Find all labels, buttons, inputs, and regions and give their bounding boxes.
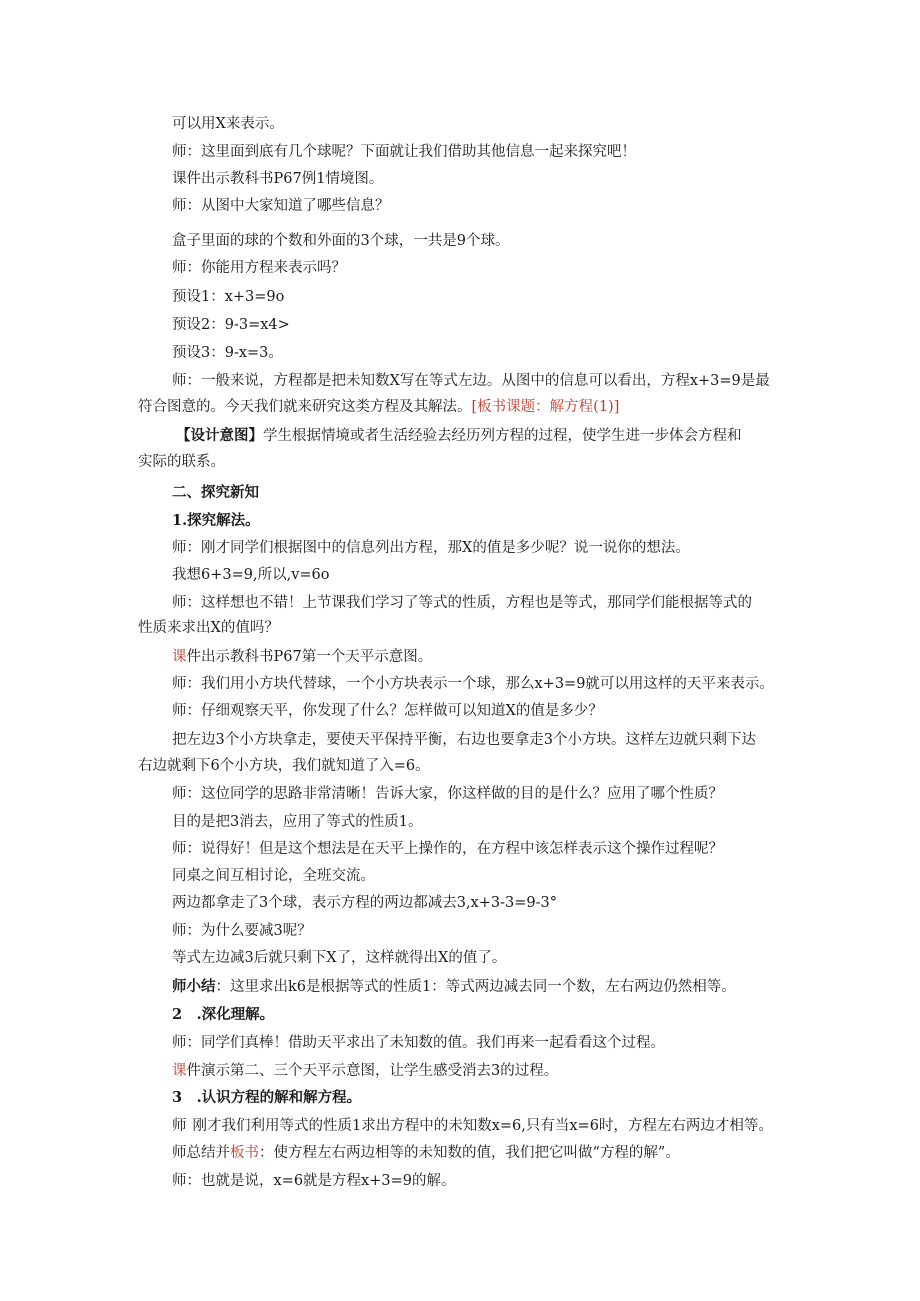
text-line: 可以用X来表示。 xyxy=(172,116,284,132)
text-line: 师：刚才同学们根据图中的信息列出方程，那X的值是多少呢？说一说你的想法。 xyxy=(172,540,690,556)
text-line: 实际的联系。 xyxy=(138,454,225,470)
text-line xyxy=(172,1116,773,1136)
design-intent-label: 【设计意图】 xyxy=(176,427,263,444)
text-segment: 刚才我们利用等式的性质1求出方程中的未知数x=6,只有当x=6时，方程左右两边才相等。 xyxy=(192,1118,773,1134)
text-segment: ：使方程左右两边相等的未知数的值，我们把它叫做“方程的解”。 xyxy=(259,1145,680,1161)
subsection-heading: 2 .深化理解。 xyxy=(172,1006,275,1023)
text-segment: 符合图意的。今天我们就来研究这类方程及其解法。 xyxy=(138,399,472,415)
text-line: 师：我们用小方块代替球，一个小方块表示一个球，那么x+3=9就可以用这样的天平来表示。 xyxy=(172,676,774,692)
text-line xyxy=(172,1061,558,1081)
subsection-heading: 1.探究解法。 xyxy=(172,512,260,529)
subsection-heading: 3 .认识方程的解和解方程。 xyxy=(172,1089,362,1106)
text-line: 盒子里面的球的个数和外面的3个球，一共是9个球。 xyxy=(172,233,510,249)
text-line xyxy=(138,397,619,417)
text-line: 师：这位同学的思路非常清晰！告诉大家，你这样做的目的是什么？应用了哪个性质？ xyxy=(172,786,723,802)
text-segment: 件出示教科书P67第一个天平示意图。 xyxy=(186,649,433,665)
text-line: 师：说得好！但是这个想法是在天平上操作的，在方程中该怎样表示这个操作过程呢？ xyxy=(172,841,723,857)
text-segment: 件演示第二、三个天平示意图，让学生感受消去3的过程。 xyxy=(186,1063,559,1079)
text-line: 预设2：9-3=x4> xyxy=(172,317,290,333)
text-line: 师：这样想也不错！上节课我们学习了等式的性质，方程也是等式，那同学们能根据等式的 xyxy=(172,595,752,611)
text-line: 我想6+3=9,所以,v=6o xyxy=(172,567,330,583)
text-line: 师：为什么要减3呢？ xyxy=(172,923,312,939)
text-line: 右边就剩下6个小方块，我们就知道了入=6。 xyxy=(138,758,430,774)
text-line: 预设3：9-x=3。 xyxy=(172,345,283,361)
text-segment-red: 课 xyxy=(172,649,187,665)
text-line: 性质来求出X的值吗？ xyxy=(138,620,279,636)
text-segment-red: 板书 xyxy=(230,1145,259,1161)
text-segment-bold: 师小结 xyxy=(172,978,216,995)
text-line: 师：仔细观察天平，你发现了什么？怎样做可以知道X的值是多少？ xyxy=(172,703,603,719)
section-heading: 二、探究新知 xyxy=(172,484,259,501)
text-line: 课件出示教科书P67例1情境图。 xyxy=(172,171,384,187)
text-line: 等式左边减3后就只剩下X了，这样就得出X的值了。 xyxy=(172,950,507,966)
text-line xyxy=(172,647,432,667)
text-line: 师：也就是说，x=6就是方程x+3=9的解。 xyxy=(172,1173,456,1189)
design-intent-line xyxy=(176,426,742,446)
text-line: 同桌之间互相讨论，全班交流。 xyxy=(172,868,375,884)
text-line: 两边都拿走了3个球，表示方程的两边都减去3,x+3-3=9-3° xyxy=(172,895,557,911)
blackboard-title-note: [板书课题：解方程(1)] xyxy=(471,399,620,415)
text-line: 预设1：x+3=9o xyxy=(172,289,285,305)
text-segment: 师总结并 xyxy=(172,1145,230,1161)
text-line: 师：一般来说，方程都是把未知数X写在等式左边。从图中的信息可以看出，方程x+3=9是最 xyxy=(172,373,770,389)
text-line: 师：同学们真棒！借助天平求出了未知数的值。我们再来一起看看这个过程。 xyxy=(172,1035,665,1051)
text-segment: ：这里求出k6是根据等式的性质1：等式两边减去同一个数，左右两边仍然相等。 xyxy=(215,979,736,995)
text-line: 目的是把3消去，应用了等式的性质1。 xyxy=(172,814,423,830)
text-segment-red: 课 xyxy=(172,1063,187,1079)
text-line xyxy=(172,1143,680,1163)
text-segment: 学生根据情境或者生活经验去经历列方程的过程，使学生进一步体会方程和 xyxy=(263,428,742,444)
text-line: 师：从图中大家知道了哪些信息？ xyxy=(172,198,390,214)
text-line: 师：你能用方程来表示吗？ xyxy=(172,260,346,276)
text-line xyxy=(172,977,736,997)
text-line: 把左边3个小方块拿走，要使天平保持平衡，右边也要拿走3个小方块。这样左边就只剩下达 xyxy=(172,732,756,748)
text-line: 师：这里面到底有几个球呢？下面就让我们借助其他信息一起来探究吧！ xyxy=(172,144,636,160)
text-segment: 师 xyxy=(172,1118,187,1134)
